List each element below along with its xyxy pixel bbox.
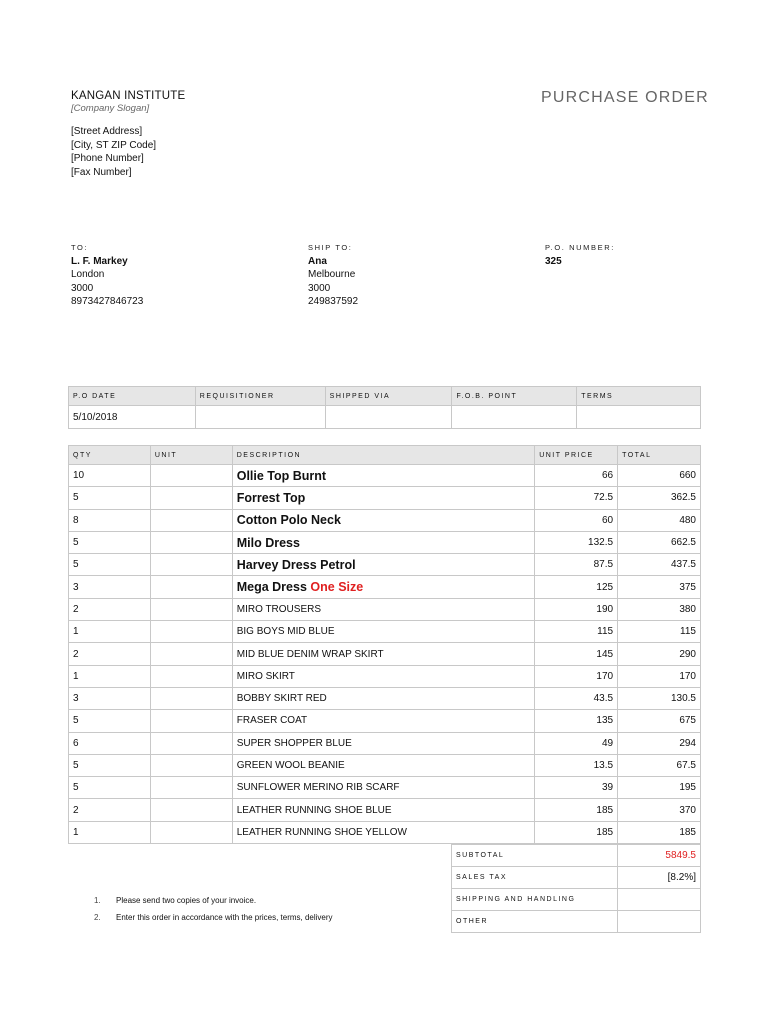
unit-cell[interactable] bbox=[150, 531, 232, 553]
unit-cell[interactable] bbox=[150, 509, 232, 531]
description-cell[interactable] bbox=[232, 777, 534, 799]
unit-cell[interactable] bbox=[150, 710, 232, 732]
description-text: MIRO TROUSERS bbox=[236, 603, 322, 615]
unit-price-cell[interactable]: 43.5 bbox=[535, 687, 618, 709]
qty-cell[interactable]: 5 bbox=[69, 777, 151, 799]
totals-table bbox=[451, 844, 701, 933]
total-cell[interactable]: 662.5 bbox=[618, 531, 701, 553]
qty-cell[interactable]: 3 bbox=[69, 576, 151, 598]
table-row bbox=[69, 621, 701, 643]
qty-cell[interactable]: 6 bbox=[69, 732, 151, 754]
unit-price-cell[interactable]: 170 bbox=[535, 665, 618, 687]
total-cell[interactable]: 660 bbox=[618, 465, 701, 487]
note-text: Please send two copies of your invoice. bbox=[116, 896, 257, 905]
to-city: London bbox=[71, 269, 105, 280]
to-block bbox=[71, 241, 143, 309]
qty-cell[interactable]: 8 bbox=[69, 509, 151, 531]
unit-cell[interactable] bbox=[150, 465, 232, 487]
description-cell[interactable] bbox=[232, 821, 534, 843]
qty-cell[interactable]: 5 bbox=[69, 531, 151, 553]
table-row bbox=[69, 821, 701, 843]
description-cell[interactable] bbox=[232, 621, 534, 643]
description-cell[interactable] bbox=[232, 487, 534, 509]
note-number: 1. bbox=[94, 896, 101, 905]
sales-tax-row bbox=[452, 867, 701, 889]
requisitioner-header: REQUISITIONER bbox=[195, 387, 325, 406]
unit-price-cell[interactable]: 145 bbox=[535, 643, 618, 665]
company-address bbox=[71, 125, 156, 179]
unit-price-cell[interactable]: 185 bbox=[535, 799, 618, 821]
document-title: PURCHASE ORDER bbox=[541, 89, 709, 106]
to-postcode: 3000 bbox=[71, 282, 94, 294]
description-cell[interactable] bbox=[232, 598, 534, 620]
total-cell[interactable]: 480 bbox=[618, 509, 701, 531]
table-row bbox=[69, 665, 701, 687]
qty-cell[interactable]: 1 bbox=[69, 621, 151, 643]
table-row bbox=[69, 465, 701, 487]
total-cell[interactable]: 130.5 bbox=[618, 687, 701, 709]
description-header: DESCRIPTION bbox=[232, 446, 534, 465]
total-cell[interactable]: 375 bbox=[618, 576, 701, 598]
ship-to-phone: 249837592 bbox=[308, 296, 359, 307]
to-label: TO: bbox=[71, 243, 89, 252]
subtotal-label: SUBTOTAL bbox=[452, 845, 618, 867]
unit-price-cell[interactable]: 115 bbox=[535, 621, 618, 643]
unit-price-cell[interactable]: 190 bbox=[535, 598, 618, 620]
unit-cell[interactable] bbox=[150, 598, 232, 620]
po-date-header: P.O DATE bbox=[69, 387, 196, 406]
shipping-row bbox=[452, 889, 701, 911]
table-row bbox=[69, 554, 701, 576]
total-cell[interactable]: 290 bbox=[618, 643, 701, 665]
qty-header: QTY bbox=[69, 446, 151, 465]
qty-cell[interactable]: 3 bbox=[69, 687, 151, 709]
fob-point-header: F.O.B. POINT bbox=[452, 387, 577, 406]
shipped-via-header: SHIPPED VIA bbox=[325, 387, 452, 406]
description-cell[interactable] bbox=[232, 799, 534, 821]
total-cell[interactable]: 67.5 bbox=[618, 754, 701, 776]
ship-to-city: Melbourne bbox=[308, 269, 356, 280]
table-row bbox=[69, 531, 701, 553]
terms-cell[interactable] bbox=[577, 406, 701, 429]
total-cell[interactable]: 370 bbox=[618, 799, 701, 821]
company-slogan: [Company Slogan] bbox=[71, 103, 150, 114]
to-phone: 8973427846723 bbox=[71, 296, 144, 307]
qty-cell[interactable]: 5 bbox=[69, 487, 151, 509]
description-text: Milo Dress bbox=[236, 535, 300, 550]
total-cell[interactable]: 362.5 bbox=[618, 487, 701, 509]
unit-price-header: UNIT PRICE bbox=[535, 446, 618, 465]
total-cell[interactable]: 675 bbox=[618, 710, 701, 732]
description-text: SUNFLOWER MERINO RIB SCARF bbox=[236, 782, 400, 794]
unit-cell[interactable] bbox=[150, 487, 232, 509]
ship-to-block bbox=[308, 241, 358, 309]
unit-cell[interactable] bbox=[150, 621, 232, 643]
unit-price-cell[interactable]: 185 bbox=[535, 821, 618, 843]
sales-tax-value[interactable]: [8.2%] bbox=[618, 867, 701, 889]
unit-price-cell[interactable]: 132.5 bbox=[535, 531, 618, 553]
description-text: Forrest Top bbox=[236, 490, 306, 505]
unit-price-cell[interactable]: 135 bbox=[535, 710, 618, 732]
unit-cell[interactable] bbox=[150, 754, 232, 776]
description-cell[interactable] bbox=[232, 754, 534, 776]
fax-number: [Fax Number] bbox=[71, 166, 132, 178]
qty-cell[interactable]: 10 bbox=[69, 465, 151, 487]
description-size-note: One Size bbox=[310, 580, 364, 595]
unit-price-cell[interactable]: 49 bbox=[535, 732, 618, 754]
table-row bbox=[69, 799, 701, 821]
description-text: SUPER SHOPPER BLUE bbox=[236, 737, 352, 749]
unit-price-cell[interactable]: 66 bbox=[535, 465, 618, 487]
subtotal-value: 5849.5 bbox=[618, 845, 701, 867]
table-row bbox=[69, 777, 701, 799]
table-row bbox=[69, 643, 701, 665]
notes-list bbox=[94, 893, 333, 926]
table-row bbox=[69, 509, 701, 531]
qty-cell[interactable]: 2 bbox=[69, 799, 151, 821]
description-text: BIG BOYS MID BLUE bbox=[236, 626, 335, 638]
items-body bbox=[69, 465, 701, 844]
city-state-zip: [City, ST ZIP Code] bbox=[71, 139, 157, 151]
po-number-block bbox=[545, 241, 615, 268]
qty-cell[interactable]: 5 bbox=[69, 754, 151, 776]
ship-to-label: SHIP TO: bbox=[308, 243, 353, 252]
shipped-via-cell[interactable] bbox=[325, 406, 452, 429]
description-text: FRASER COAT bbox=[236, 715, 308, 727]
table-row bbox=[69, 710, 701, 732]
po-info-header-row bbox=[69, 387, 701, 406]
unit-cell[interactable] bbox=[150, 554, 232, 576]
total-cell[interactable]: 380 bbox=[618, 598, 701, 620]
description-cell[interactable] bbox=[232, 687, 534, 709]
to-name: L. F. Markey bbox=[71, 255, 128, 267]
note-item bbox=[94, 893, 333, 910]
fob-point-cell[interactable] bbox=[452, 406, 577, 429]
unit-cell[interactable] bbox=[150, 799, 232, 821]
po-info-value-row bbox=[69, 406, 701, 429]
description-text: LEATHER RUNNING SHOE BLUE bbox=[236, 804, 392, 816]
description-text: Cotton Polo Neck bbox=[236, 513, 341, 528]
po-date-cell[interactable]: 5/10/2018 bbox=[69, 406, 196, 429]
total-cell[interactable]: 195 bbox=[618, 777, 701, 799]
ship-to-name: Ana bbox=[308, 255, 327, 267]
description-cell[interactable] bbox=[232, 665, 534, 687]
street-address: [Street Address] bbox=[71, 126, 143, 137]
line-items-table bbox=[68, 445, 701, 844]
qty-cell[interactable]: 1 bbox=[69, 665, 151, 687]
unit-cell[interactable] bbox=[150, 821, 232, 843]
requisitioner-cell[interactable] bbox=[195, 406, 325, 429]
total-cell[interactable]: 115 bbox=[618, 621, 701, 643]
unit-cell[interactable] bbox=[150, 777, 232, 799]
description-text: Ollie Top Burnt bbox=[236, 468, 327, 483]
table-row bbox=[69, 487, 701, 509]
qty-cell[interactable]: 2 bbox=[69, 643, 151, 665]
description-cell[interactable] bbox=[232, 465, 534, 487]
note-text: Enter this order in accordance with the prices, terms, delivery bbox=[116, 912, 333, 922]
note-item bbox=[94, 910, 333, 927]
table-row bbox=[69, 687, 701, 709]
qty-cell[interactable]: 5 bbox=[69, 554, 151, 576]
description-text: BOBBY SKIRT RED bbox=[236, 693, 327, 705]
unit-price-cell[interactable]: 13.5 bbox=[535, 754, 618, 776]
unit-price-cell[interactable]: 72.5 bbox=[535, 487, 618, 509]
description-cell[interactable] bbox=[232, 531, 534, 553]
unit-price-cell[interactable]: 60 bbox=[535, 509, 618, 531]
description-cell[interactable] bbox=[232, 554, 534, 576]
table-row bbox=[69, 576, 701, 598]
unit-price-cell[interactable]: 39 bbox=[535, 777, 618, 799]
total-cell[interactable]: 437.5 bbox=[618, 554, 701, 576]
sales-tax-label: SALES TAX bbox=[452, 867, 618, 889]
qty-cell[interactable]: 2 bbox=[69, 598, 151, 620]
company-name: KANGAN INSTITUTE bbox=[71, 90, 186, 102]
total-cell[interactable]: 185 bbox=[618, 821, 701, 843]
items-header-row bbox=[69, 446, 701, 465]
description-text: LEATHER RUNNING SHOE YELLOW bbox=[236, 826, 407, 838]
table-row bbox=[69, 754, 701, 776]
description-text: Harvey Dress Petrol bbox=[236, 557, 356, 572]
unit-cell[interactable] bbox=[150, 643, 232, 665]
other-row bbox=[452, 911, 701, 933]
description-text: MIRO SKIRT bbox=[236, 670, 295, 682]
table-row bbox=[69, 598, 701, 620]
po-number-label: P.O. NUMBER: bbox=[545, 243, 615, 252]
description-text: Mega Dress bbox=[236, 580, 307, 595]
ship-to-postcode: 3000 bbox=[308, 282, 331, 294]
description-text: GREEN WOOL BEANIE bbox=[236, 760, 345, 771]
total-cell[interactable]: 294 bbox=[618, 732, 701, 754]
other-value[interactable] bbox=[618, 911, 701, 933]
shipping-label: SHIPPING AND HANDLING bbox=[452, 889, 618, 911]
description-text: MID BLUE DENIM WRAP SKIRT bbox=[236, 648, 384, 660]
shipping-value[interactable] bbox=[618, 889, 701, 911]
description-cell[interactable] bbox=[232, 710, 534, 732]
unit-cell[interactable] bbox=[150, 665, 232, 687]
terms-header: TERMS bbox=[577, 387, 701, 406]
description-cell[interactable] bbox=[232, 732, 534, 754]
unit-cell[interactable] bbox=[150, 732, 232, 754]
description-cell[interactable] bbox=[232, 643, 534, 665]
total-cell[interactable]: 170 bbox=[618, 665, 701, 687]
unit-header: UNIT bbox=[150, 446, 232, 465]
qty-cell[interactable]: 5 bbox=[69, 710, 151, 732]
table-row bbox=[69, 732, 701, 754]
unit-cell[interactable] bbox=[150, 576, 232, 598]
qty-cell[interactable]: 1 bbox=[69, 821, 151, 843]
unit-price-cell[interactable]: 87.5 bbox=[535, 554, 618, 576]
po-number-value: 325 bbox=[545, 255, 562, 267]
unit-price-cell[interactable]: 125 bbox=[535, 576, 618, 598]
phone-number: [Phone Number] bbox=[71, 153, 144, 164]
po-info-table bbox=[68, 386, 701, 429]
unit-cell[interactable] bbox=[150, 687, 232, 709]
note-number: 2. bbox=[94, 912, 101, 922]
subtotal-row bbox=[452, 845, 701, 867]
description-cell[interactable] bbox=[232, 576, 534, 598]
description-cell[interactable] bbox=[232, 509, 534, 531]
total-header: TOTAL bbox=[618, 446, 701, 465]
other-label: OTHER bbox=[452, 911, 618, 933]
